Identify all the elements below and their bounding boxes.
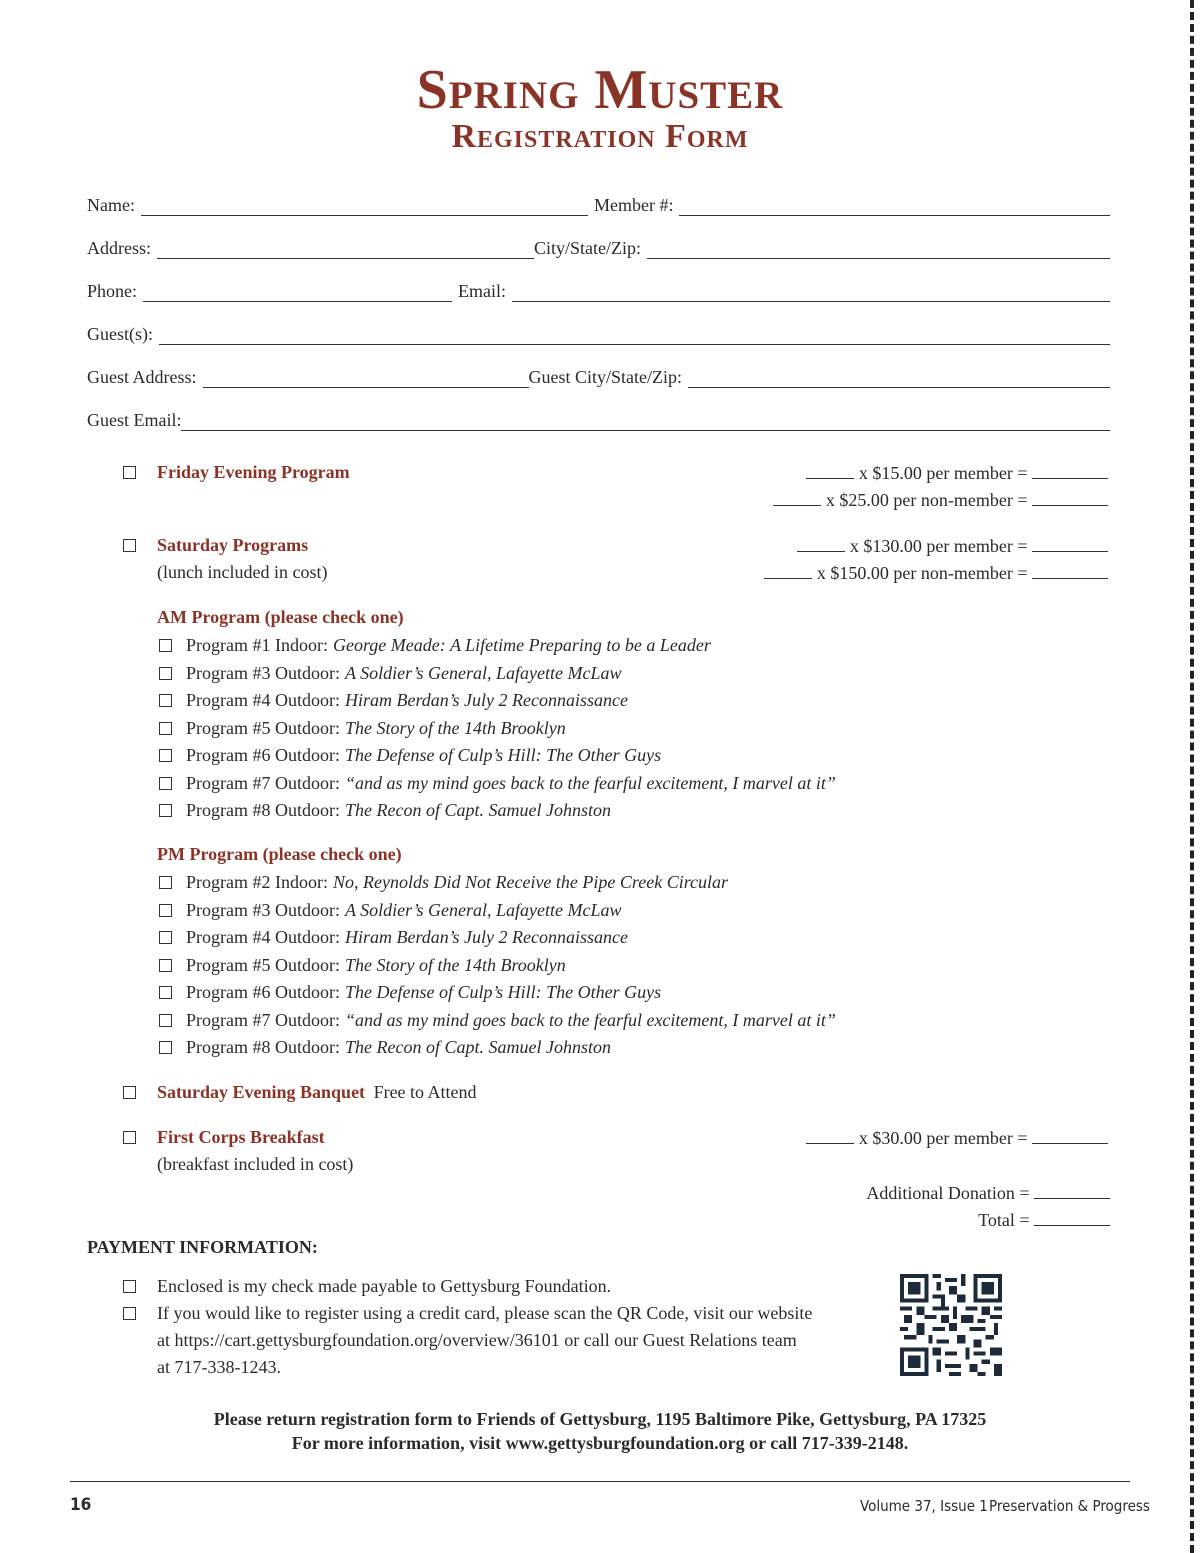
am-program-checkbox[interactable] bbox=[159, 749, 172, 762]
total-amount-field[interactable] bbox=[1034, 1209, 1110, 1226]
breakfast-member-qty-field[interactable] bbox=[806, 1127, 854, 1144]
saturday-label: Saturday Programs bbox=[157, 535, 309, 555]
name-label: Name: bbox=[87, 195, 135, 215]
donation-label: Additional Donation = bbox=[866, 1183, 1030, 1203]
phone-label: Phone: bbox=[87, 281, 138, 301]
saturday-nonmember-subtotal-field[interactable] bbox=[1032, 562, 1108, 579]
pay-by-card-checkbox[interactable] bbox=[123, 1307, 136, 1320]
guests-field[interactable] bbox=[159, 324, 1110, 345]
saturday-member-price-row bbox=[797, 535, 1108, 557]
saturday-nonmember-price: x $150.00 per non-member = bbox=[816, 563, 1028, 583]
guest-city-label: Guest City/State/Zip: bbox=[528, 367, 682, 387]
row-address-city bbox=[87, 231, 1110, 259]
qr-code-icon[interactable] bbox=[900, 1274, 1002, 1376]
am-program-checkbox[interactable] bbox=[159, 804, 172, 817]
pm-program-item bbox=[186, 872, 728, 893]
breakfast-member-price: x $30.00 per member = bbox=[858, 1128, 1028, 1148]
pm-program-item bbox=[186, 955, 566, 976]
friday-checkbox[interactable] bbox=[123, 466, 136, 479]
phone-field[interactable] bbox=[143, 281, 452, 302]
program-number: Program #6 Outdoor: bbox=[186, 982, 340, 1002]
address-label: Address: bbox=[87, 238, 151, 258]
city-state-zip-field[interactable] bbox=[647, 238, 1110, 259]
footer-publication: Preservation & Progress bbox=[989, 1497, 1150, 1515]
page-title: Spring Muster bbox=[416, 59, 784, 121]
am-program-checkbox[interactable] bbox=[159, 667, 172, 680]
friday-member-price: x $15.00 per member = bbox=[858, 463, 1028, 483]
breakfast-label: First Corps Breakfast bbox=[157, 1127, 325, 1147]
return-info-line2: For more information, visit www.gettysburgfoundation.org or call 717-339-2148. bbox=[291, 1433, 909, 1453]
friday-label: Friday Evening Program bbox=[157, 462, 350, 482]
friday-member-qty-field[interactable] bbox=[806, 462, 854, 479]
email-label: Email: bbox=[458, 281, 507, 301]
name-field[interactable] bbox=[141, 195, 588, 216]
row-guests bbox=[87, 317, 1110, 345]
guests-label: Guest(s): bbox=[87, 324, 153, 344]
friday-nonmember-price-row bbox=[773, 489, 1108, 511]
program-title: “and as my mind goes back to the fearful excitement, I marvel at it” bbox=[344, 1009, 836, 1030]
program-title: The Recon of Capt. Samuel Johnston bbox=[344, 1037, 611, 1057]
saturday-member-qty-field[interactable] bbox=[797, 535, 845, 552]
pm-program-checkbox[interactable] bbox=[159, 959, 172, 972]
pay-by-check-text: Enclosed is my check made payable to Gettysburg Foundation. bbox=[157, 1276, 612, 1296]
row-phone-email bbox=[87, 274, 1110, 302]
guest-city-state-zip-field[interactable] bbox=[688, 367, 1110, 388]
friday-member-subtotal-field[interactable] bbox=[1032, 462, 1108, 479]
program-number: Program #5 Outdoor: bbox=[186, 717, 340, 738]
friday-nonmember-price: x $25.00 per non-member = bbox=[825, 490, 1028, 510]
pm-program-item bbox=[186, 900, 621, 921]
saturday-nonmember-qty-field[interactable] bbox=[764, 562, 812, 579]
banquet-label: Saturday Evening Banquet bbox=[157, 1082, 366, 1102]
am-program-checkbox[interactable] bbox=[159, 722, 172, 735]
guest-email-field[interactable] bbox=[181, 410, 1110, 431]
footer-divider bbox=[70, 1481, 1130, 1482]
pm-program-checkbox[interactable] bbox=[159, 904, 172, 917]
program-number: Program #3 Outdoor: bbox=[186, 899, 340, 920]
program-number: Program #8 Outdoor: bbox=[186, 1037, 340, 1057]
saturday-member-price: x $130.00 per member = bbox=[849, 536, 1028, 556]
am-program-checkbox[interactable] bbox=[159, 777, 172, 790]
am-program-checkbox[interactable] bbox=[159, 694, 172, 707]
page-number: 16 bbox=[70, 1495, 92, 1515]
program-number: Program #4 Outdoor: bbox=[186, 927, 340, 947]
member-label: Member #: bbox=[593, 195, 674, 215]
breakfast-note: (breakfast included in cost) bbox=[157, 1154, 354, 1174]
total-label: Total = bbox=[978, 1210, 1030, 1230]
pm-program-item bbox=[186, 1010, 836, 1031]
pm-program-item bbox=[186, 927, 628, 948]
total-row bbox=[978, 1209, 1110, 1231]
pm-program-checkbox[interactable] bbox=[159, 1041, 172, 1054]
email-field[interactable] bbox=[512, 281, 1110, 302]
program-number: Program #4 Outdoor: bbox=[186, 690, 340, 710]
guest-email-label: Guest Email: bbox=[87, 410, 182, 430]
member-number-field[interactable] bbox=[679, 195, 1110, 216]
donation-row bbox=[866, 1182, 1110, 1204]
program-number: Program #3 Outdoor: bbox=[186, 662, 340, 683]
pm-program-heading: PM Program (please check one) bbox=[157, 844, 402, 864]
program-title: “and as my mind goes back to the fearful excitement, I marvel at it” bbox=[344, 772, 836, 793]
program-title: George Meade: A Lifetime Preparing to be a Leader bbox=[332, 635, 711, 655]
am-program-item bbox=[186, 745, 661, 766]
program-title: A Soldier’s General, Lafayette McLaw bbox=[344, 662, 622, 683]
program-number: Program #5 Outdoor: bbox=[186, 954, 340, 975]
breakfast-member-subtotal-field[interactable] bbox=[1032, 1127, 1108, 1144]
pay-by-card-text-line1: If you would like to register using a credit card, please scan the QR Code, visit our website bbox=[157, 1303, 813, 1323]
program-number: Program #7 Outdoor: bbox=[186, 1009, 340, 1030]
footer-volume: Volume 37, Issue 1 bbox=[860, 1497, 988, 1515]
page-cut-border bbox=[1190, 0, 1194, 1553]
program-title: The Recon of Capt. Samuel Johnston bbox=[344, 800, 611, 820]
pay-by-card-text-line3: at 717-338-1243. bbox=[157, 1357, 281, 1377]
breakfast-member-price-row bbox=[806, 1127, 1108, 1149]
pay-by-check-checkbox[interactable] bbox=[123, 1280, 136, 1293]
pm-program-checkbox[interactable] bbox=[159, 986, 172, 999]
program-title: Hiram Berdan’s July 2 Reconnaissance bbox=[344, 927, 628, 947]
donation-amount-field[interactable] bbox=[1034, 1182, 1110, 1199]
am-program-item bbox=[186, 718, 566, 739]
am-program-heading: AM Program (please check one) bbox=[157, 607, 404, 627]
saturday-member-subtotal-field[interactable] bbox=[1032, 535, 1108, 552]
am-program-item bbox=[186, 690, 628, 711]
program-title: The Story of the 14th Brooklyn bbox=[344, 717, 566, 738]
pm-program-item bbox=[186, 982, 661, 1003]
program-title: A Soldier’s General, Lafayette McLaw bbox=[344, 899, 622, 920]
program-number: Program #7 Outdoor: bbox=[186, 772, 340, 793]
row-guest-email bbox=[87, 403, 1110, 431]
friday-nonmember-subtotal-field[interactable] bbox=[1032, 489, 1108, 506]
program-title: The Defense of Culp’s Hill: The Other Guys bbox=[344, 982, 662, 1002]
am-program-item bbox=[186, 635, 711, 656]
am-program-checkbox[interactable] bbox=[159, 639, 172, 652]
pm-program-item bbox=[186, 1037, 611, 1058]
saturday-checkbox[interactable] bbox=[123, 539, 136, 552]
city-label: City/State/Zip: bbox=[534, 238, 641, 258]
pay-by-card-text-line2: at https://cart.gettysburgfoundation.org/overview/36101 or call our Guest Relations team bbox=[157, 1330, 797, 1350]
friday-member-price-row bbox=[806, 462, 1108, 484]
banquet-note: Free to Attend bbox=[373, 1082, 477, 1102]
breakfast-checkbox[interactable] bbox=[123, 1131, 136, 1144]
program-number: Program #6 Outdoor: bbox=[186, 745, 340, 765]
guest-address-label: Guest Address: bbox=[87, 367, 197, 387]
banquet-row bbox=[157, 1082, 477, 1103]
saturday-nonmember-price-row bbox=[764, 562, 1108, 584]
payment-heading: PAYMENT INFORMATION: bbox=[87, 1237, 318, 1257]
page-subtitle: Registration Form bbox=[451, 118, 749, 155]
am-program-item bbox=[186, 800, 611, 821]
row-guest-address bbox=[87, 360, 1110, 388]
am-program-item bbox=[186, 773, 836, 794]
row-name-member bbox=[87, 188, 1110, 216]
return-info-line1: Please return registration form to Friends of Gettysburg, 1195 Baltimore Pike, Gettysburg, PA 17325 bbox=[213, 1409, 987, 1429]
program-title: The Defense of Culp’s Hill: The Other Guys bbox=[344, 745, 662, 765]
banquet-checkbox[interactable] bbox=[123, 1086, 136, 1099]
am-program-item bbox=[186, 663, 621, 684]
saturday-note: (lunch included in cost) bbox=[157, 562, 328, 582]
pm-program-checkbox[interactable] bbox=[159, 876, 172, 889]
program-number: Program #8 Outdoor: bbox=[186, 800, 340, 820]
program-title: No, Reynolds Did Not Receive the Pipe Creek Circular bbox=[332, 872, 729, 892]
program-number: Program #2 Indoor: bbox=[186, 872, 328, 892]
program-number: Program #1 Indoor: bbox=[186, 635, 328, 655]
program-title: Hiram Berdan’s July 2 Reconnaissance bbox=[344, 690, 628, 710]
friday-nonmember-qty-field[interactable] bbox=[773, 489, 821, 506]
address-field[interactable] bbox=[157, 238, 534, 259]
guest-address-field[interactable] bbox=[203, 367, 529, 388]
pm-program-checkbox[interactable] bbox=[159, 1014, 172, 1027]
program-title: The Story of the 14th Brooklyn bbox=[344, 954, 566, 975]
pm-program-checkbox[interactable] bbox=[159, 931, 172, 944]
